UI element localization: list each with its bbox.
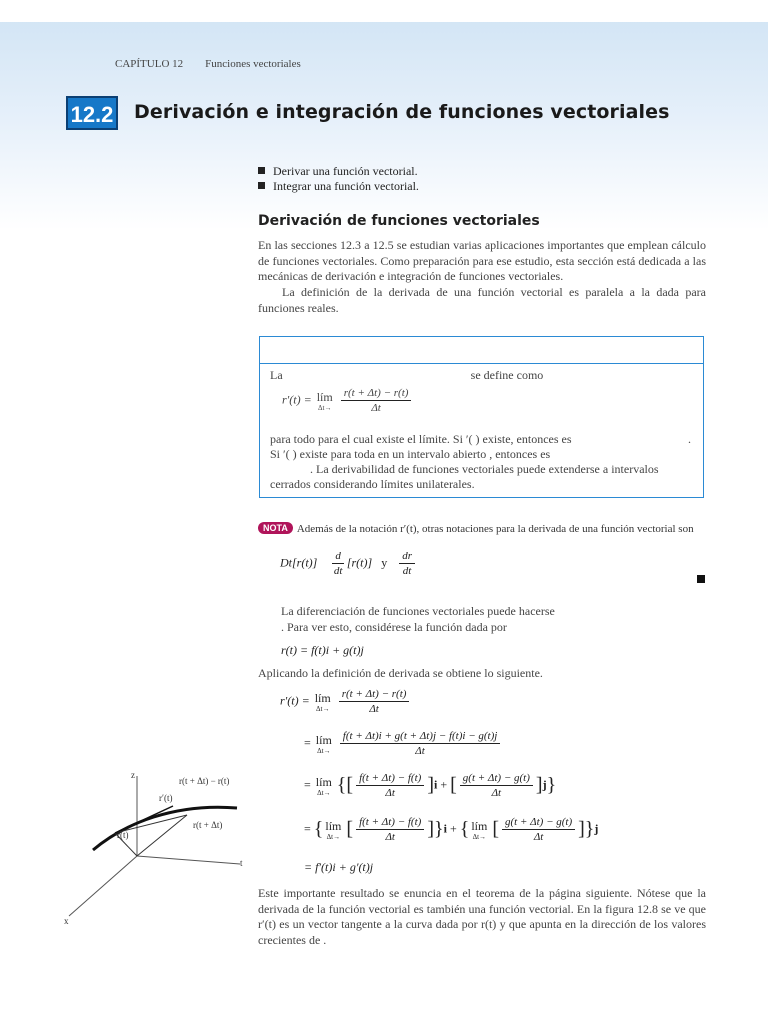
nota-badge: NOTA [258,522,293,534]
y-axis [137,856,240,864]
derivation-line-2: = lím Δt→ $\frac{f(t + \Delta t)i + g(t + \Delta t)j - f(t)i - g(t)j}{\Delta t}$ [304,730,503,757]
x-axis [69,856,137,916]
closing-paragraph: Este importante resultado se enuncia en el teorema de la página siguiente. Nótese que la derivada de la función vectorial es también una función vectorial. En la figura 12.8 se ve que r′(t) es un vector tangente a la curva dada por r(t) y que apunta en la dirección de los valores crecientes de . [258,886,706,947]
vector-rprime [115,806,173,833]
definition-line-3: para todo para el cual existe el límite. Si ′( ) existe, entonces es [270,432,572,446]
derivation-line-4: = { lím Δt→ [ $\frac{f(t + \Delta t) - f(t)}{\Delta t}$ ]}i + { lím Δt→ [ $\frac{g(t + \Delta t) - g(t)}{\Delta t}$ ]}j [304,816,599,843]
objective-item: Derivar una función vectorial. [258,164,419,179]
definition-line-4: Si ′( ) existe para toda en un intervalo abierto , entonces es [270,447,551,461]
running-header [115,58,301,70]
y-label: t [240,858,243,868]
top-band [0,0,768,22]
figure-svg [55,768,255,928]
intro-paragraph: En las secciones 12.3 a 12.5 se estudian varias aplicaciones importantes que emplean cálculo de funciones vectoriales. Como preparación para ese estudio, esta sección está dedicada a las mecánicas de derivación e integración de funciones vectoriales. [258,238,706,283]
definition-line-5: . La derivabilidad de funciones vectoriales puede extenderse a intervalos cerrados considerando límites unilaterales. [270,462,659,491]
section-title: Derivación e integración de funciones vectoriales [134,101,670,123]
chapter-title: Funciones vectoriales [205,58,301,70]
chapter-label: CAPÍTULO 12 [115,58,184,70]
objectives-list [258,164,419,194]
rt-label: r(t) [117,830,129,840]
x-label: x [64,916,69,926]
note [258,522,694,535]
rprime-label: r′(t) [159,793,173,803]
definition-line-1: La se define como [270,368,544,382]
end-of-note-square-icon [697,575,705,583]
nota-text: Además de la notación r′(t), otras notaciones para la derivada de una función vectorial son [296,523,694,535]
alt-notations: Dt[r(t)] $\frac{d}{dt}$ [r(t)] y $\frac{dr}{dt}$ [280,550,418,577]
applying-text: Aplicando la definición de derivada se obtiene lo siguiente. [258,666,543,680]
componentwise-paragraph: La diferenciación de funciones vectoriales puede hacerse . Para ver esto, considérese la función dada por [281,604,555,634]
definition-intro-paragraph: La definición de la derivada de una función vectorial es paralela a la dada para funciones reales. [258,285,706,315]
definition-line-3-end: . [688,432,691,446]
derivation-line-3: = lím Δt→ {[ $\frac{f(t + \Delta t) - f(t)}{\Delta t}$ ]i + [ $\frac{g(t + \Delta t) - g(t)}{\Delta t}$ ]j} [304,772,557,799]
definition-formula: r′(t) = lím Δt→ $\frac{r(t + \Delta t) - r(t)}{\Delta t}$ [282,387,414,414]
definition-box [259,336,704,498]
objective-item: Integrar una función vectorial. [258,179,419,194]
rdt-label: r(t + Δt) [193,820,223,830]
derivation-line-1: r′(t) = lím Δt→ $\frac{r(t + \Delta t) - r(t)}{\Delta t}$ [280,688,412,715]
section-number-badge: 12.2 [66,96,118,130]
z-label: z [131,770,135,780]
vector-derivative-figure [55,768,255,933]
definition-box-header [260,337,703,364]
diff-label: r(t + Δt) − r(t) [179,776,230,786]
subsection-title: Derivación de funciones vectoriales [258,213,540,229]
bullet-square-icon [258,182,265,189]
derivation-line-5: = f′(t)i + g′(t)j [304,860,374,874]
bullet-square-icon [258,167,265,174]
function-definition: r(t) = f(t)i + g(t)j [281,643,364,657]
